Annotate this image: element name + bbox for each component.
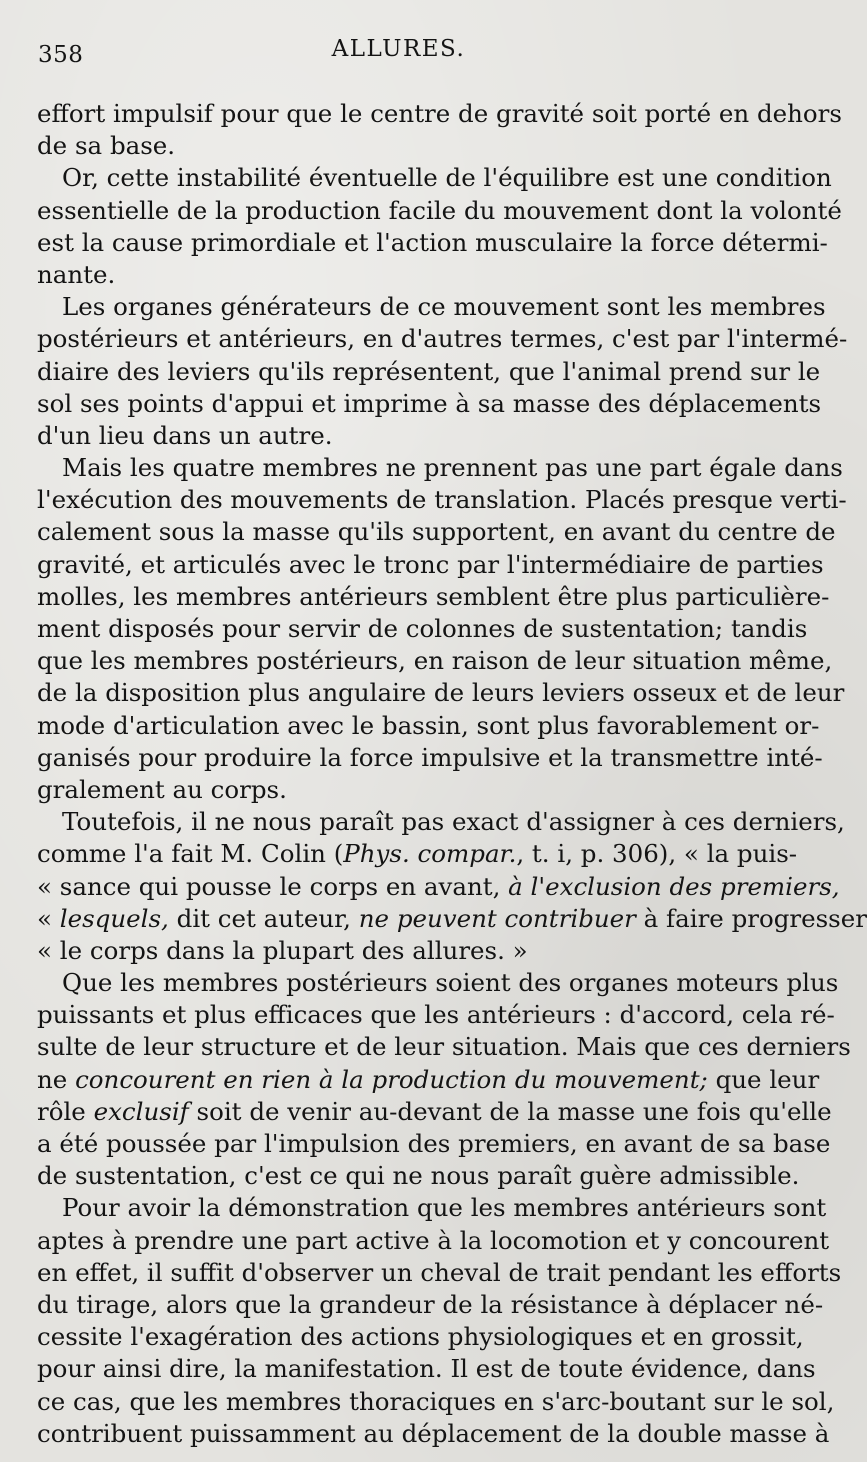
text-segment: sol ses points d'appui et imprime à sa masse des déplacements xyxy=(37,388,822,418)
text-line xyxy=(37,999,835,1031)
text-line xyxy=(37,871,840,903)
text-line xyxy=(37,516,836,548)
text-line xyxy=(37,484,847,516)
paragraph xyxy=(37,967,851,1192)
text-segment: soit de venir au-devant de la masse une fois qu'elle xyxy=(188,1096,832,1126)
text-segment: « le corps dans la plupart des allures. » xyxy=(37,935,528,965)
text-line xyxy=(37,452,843,484)
text-line xyxy=(37,227,828,259)
text-line xyxy=(37,549,824,581)
text-line xyxy=(37,838,798,870)
paragraph xyxy=(37,98,842,162)
text-line xyxy=(37,1128,831,1160)
text-line xyxy=(37,967,839,999)
text-segment: sulte de leur structure et de leur situation. Mais que ces derniers xyxy=(37,1032,851,1062)
text-line xyxy=(37,1031,851,1063)
text-segment: à faire progresser xyxy=(635,903,867,933)
text-segment: essentielle de la production facile du mouvement dont la volonté xyxy=(37,195,842,225)
text-segment: que leur xyxy=(707,1064,820,1094)
text-segment: que les membres postérieurs, en raison de leur situation même, xyxy=(37,646,833,676)
running-head xyxy=(37,30,760,68)
text-line xyxy=(37,903,867,935)
text-segment: puissants et plus efficaces que les antérieurs : d'accord, cela ré- xyxy=(37,1000,835,1030)
text-line xyxy=(37,613,808,645)
body-text xyxy=(37,98,867,1450)
paragraph xyxy=(37,806,867,967)
italic-text: lesquels, xyxy=(59,903,169,933)
text-line xyxy=(37,774,760,806)
text-segment: nante. xyxy=(37,259,116,289)
text-line xyxy=(37,1289,824,1321)
text-line xyxy=(37,98,842,130)
text-segment: de sa base. xyxy=(37,131,176,161)
text-segment: a été poussée par l'impulsion des premiers, en avant de sa base xyxy=(37,1129,831,1158)
text-segment: gralement au corps. xyxy=(37,774,287,804)
text-line xyxy=(37,130,760,162)
text-line xyxy=(37,162,832,194)
italic-text: Phys. compar. xyxy=(343,839,517,869)
text-segment: ce cas, que les membres thoraciques en s'arc-boutant sur le sol, xyxy=(37,1386,835,1416)
text-line xyxy=(37,195,842,227)
text-line xyxy=(37,420,760,452)
text-line xyxy=(37,710,820,742)
text-segment: ment disposés pour servir de colonnes de sustentation; tandis xyxy=(37,614,808,643)
text-segment: Toutefois, il ne nous paraît pas exact d'assigner à ces derniers, xyxy=(62,807,845,837)
paragraph xyxy=(37,291,848,452)
text-segment: « sance qui pousse le corps en avant, xyxy=(37,871,509,901)
text-line xyxy=(37,1160,800,1192)
text-segment: dit cet auteur, xyxy=(168,903,359,933)
text-segment: d'un lieu dans un autre. xyxy=(37,420,333,450)
paragraph xyxy=(37,452,847,806)
text-line xyxy=(37,323,848,355)
italic-text: exclusif xyxy=(93,1096,189,1126)
text-segment: gravité, et articulés avec le tronc par l'intermédiaire de parties xyxy=(37,549,824,579)
text-line xyxy=(37,356,821,388)
text-line xyxy=(37,677,845,709)
text-segment: du tirage, alors que la grandeur de la résistance à déplacer né- xyxy=(37,1289,824,1319)
text-segment: est la cause primordiale et l'action musculaire la force détermi- xyxy=(37,227,828,257)
text-line xyxy=(37,291,826,323)
paragraph xyxy=(37,162,842,291)
text-segment: Que les membres postérieurs soient des organes moteurs plus xyxy=(62,968,839,998)
text-line xyxy=(37,1225,830,1257)
text-segment: ne xyxy=(37,1064,76,1094)
paragraph xyxy=(37,1192,842,1450)
italic-text: ne peuvent contribuer xyxy=(358,903,636,933)
text-segment: comme l'a fait M. Colin ( xyxy=(37,839,344,869)
text-line xyxy=(37,1321,804,1353)
text-line xyxy=(37,581,830,613)
text-segment: cessite l'exagération des actions physiologiques et en grossit, xyxy=(37,1322,804,1352)
text-segment: « xyxy=(37,903,60,933)
text-line xyxy=(37,935,760,967)
text-segment: , t. i, p. 306), « la puis- xyxy=(516,839,798,869)
text-segment: en effet, il suffit d'observer un cheval de trait pendant les efforts xyxy=(37,1257,842,1287)
text-segment: molles, les membres antérieurs semblent être plus particulière- xyxy=(37,581,830,611)
text-line xyxy=(37,259,760,291)
text-segment: calement sous la masse qu'ils supportent, en avant du centre de xyxy=(37,517,836,547)
text-line xyxy=(37,1064,820,1096)
text-line xyxy=(37,1096,832,1128)
page-number: 358 xyxy=(38,42,84,68)
text-segment: aptes à prendre une part active à la locomotion et y concourent xyxy=(37,1225,830,1255)
text-segment: rôle xyxy=(37,1096,94,1126)
text-line xyxy=(37,1192,827,1224)
text-segment: ganisés pour produire la force impulsive et la transmettre inté- xyxy=(37,742,823,772)
text-line xyxy=(37,645,833,677)
text-segment: effort impulsif pour que le centre de gravité soit porté en dehors xyxy=(37,99,842,128)
text-segment: contribuent puissamment au déplacement de la double masse à xyxy=(37,1418,830,1448)
text-segment: l'exécution des mouvements de translation. Placés presque verti- xyxy=(37,485,847,515)
text-segment: pour ainsi dire, la manifestation. Il est de toute évidence, dans xyxy=(37,1354,816,1384)
text-line xyxy=(37,1386,835,1418)
text-segment: de la disposition plus angulaire de leurs leviers osseux et de leur xyxy=(37,678,845,708)
text-line xyxy=(37,806,845,838)
text-segment: Or, cette instabilité éventuelle de l'équilibre est une condition xyxy=(62,163,832,193)
text-line xyxy=(37,1353,816,1385)
text-segment: de sustentation, c'est ce qui ne nous paraît guère admissible. xyxy=(37,1161,800,1191)
text-segment: diaire des leviers qu'ils représentent, que l'animal prend sur le xyxy=(37,356,821,386)
text-line xyxy=(37,1257,842,1289)
text-segment: mode d'articulation avec le bassin, sont plus favorablement or- xyxy=(37,710,820,740)
italic-text: à l'exclusion des premiers, xyxy=(508,871,840,901)
text-segment: postérieurs et antérieurs, en d'autres termes, c'est par l'intermé- xyxy=(37,324,848,354)
text-line xyxy=(37,388,822,420)
text-segment: Les organes générateurs de ce mouvement sont les membres xyxy=(62,292,826,322)
text-segment: Pour avoir la démonstration que les membres antérieurs sont xyxy=(62,1193,827,1223)
text-line xyxy=(37,742,823,774)
italic-text: concourent en rien à la production du mouvement; xyxy=(75,1064,708,1094)
running-title: ALLURES. xyxy=(331,36,466,62)
text-line xyxy=(37,1418,830,1450)
text-segment: Mais les quatre membres ne prennent pas une part égale dans xyxy=(62,453,843,483)
